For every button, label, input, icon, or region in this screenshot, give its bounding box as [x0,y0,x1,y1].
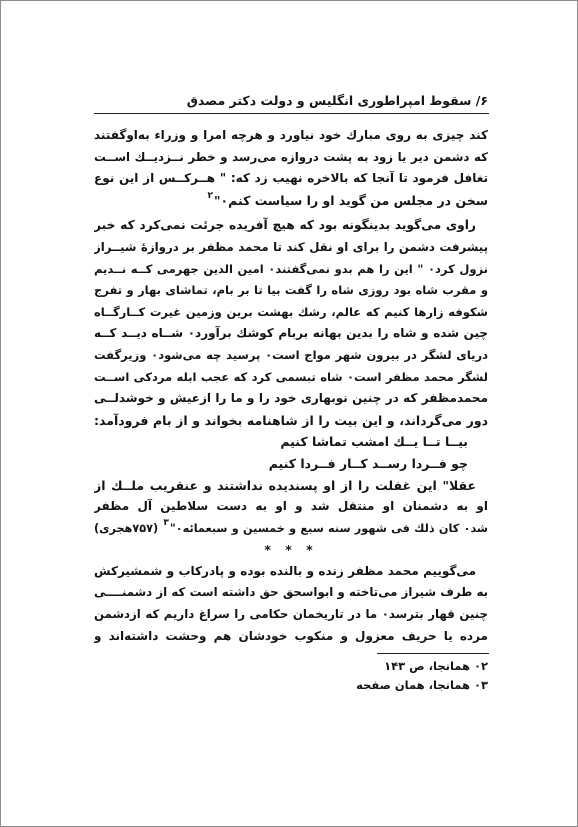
text-line [94,604,488,626]
section-separator: * * * [264,542,318,558]
line-text: سخن در مجلس من گوید او را سیاست کنم۰" [214,192,488,208]
text-line [94,367,488,389]
header-rule [94,113,489,114]
line-text: شد۰ کان ذلك فی شهور سنه سبع و خمسین و سبعمائه۰" [169,521,488,535]
line-text: چنین قهار بترسد۰ ما در تاریخمان حکامی را سراغ داریم که ازدشمن [94,607,488,622]
footnote: ۰۲ همانجا، ص ۱۴۳ [384,659,488,673]
line-text: لشگر محمد مظفر است۰ شاه تبسمی کرد که عجب ابله مردکی اســت [94,369,488,384]
text-line [94,190,488,212]
line-text: شکوفه زارها کنیم که عالم، رشك بهشت برین وزمین غیرت کــارگــاه [94,304,488,319]
verse-text: چو فــردا رســد کــار فــردا کنیم [268,455,468,471]
text-line [94,582,488,604]
body-text [94,125,488,647]
line-text: که دشمن دیر یا زود به پشت دروازه می‌رسد و خطر نــزدیــك اســت [94,149,488,164]
text-line [94,168,488,190]
line-text: دور می‌گرداند، و این بیت را از شاهنامه بخواند و از بام فرودآمد: [94,412,488,428]
footnotes [94,657,488,695]
line-text: نزول کرد۰ " این را هم بدو نمی‌گفتند۰ امین الدین جهرمی کــه نــدیم [94,261,488,276]
text-line [94,259,488,281]
line-text: کند چیزی به روی مبارك خود نیاورد و هرچه امرا و وزراء به‌اوگفتند [94,128,488,142]
verse-line [94,431,488,453]
line-text: محمدمظفر که در چنین نوبهاری خود را و ما را ازعیش و خوشدلــی [94,391,488,406]
text-line [94,302,488,324]
text-line [94,410,488,432]
line-text: او به دشمنان او منتقل شد و او به دست سلاطین آل مظفر [94,499,488,514]
text-line [94,388,488,410]
footnote-ref: ۳ [163,517,169,528]
text-line [94,496,488,518]
text-line [94,518,488,540]
verse-text: بیــا تــا یــك امشب تماشا کنیم [280,434,468,450]
verse-line [94,453,488,475]
line-text-date: (۷۵۷هجری) [94,521,163,535]
text-line [94,125,488,147]
footnote-rule [377,653,489,654]
text-line [94,323,488,345]
line-text: عقلا" این غفلت را از او پسندیده نداشتند و عنقریب ملــك از [94,477,476,493]
line-text: تغافل فرمود تا آنجا که بالاخره نهیب زد که: " هــرکــس از این نوع [94,171,488,186]
text-line [94,345,488,367]
text-line [94,626,488,648]
text-line [94,147,488,169]
line-text: می‌گوییم محمد مظفر زنده و بالنده بوده و پادرکاب و شمشیرکش [94,563,476,578]
line-text: راوی می‌گوید بدینگونه بود که هیچ آفریده جرئت نمی‌کرد که خبر [94,218,476,233]
line-text: دریای لشگر در بیرون شهر مواج است۰ پرسید چه می‌شود۰ وزیرگفت [94,347,488,362]
line-text: چین شده و شاه را بدین بهانه بربام کوشك برآورد۰ شــاه دیــد کــه [94,326,488,341]
footnote: ۰۳ همانجا، همان صفحه [356,678,488,692]
line-text: پیشرفت دشمن را برای او نقل کند تا محمد مظفر بر دروازهٔ شیــراز [94,239,488,254]
line-text: و مقرب شاه بود روزی شاه را گفت بیا تا بر بام، تماشای بهار و تفرج [94,283,488,298]
text-line [94,215,488,237]
text-line [94,475,488,497]
line-text: مرده یا حریف معزول و منکوب خودشان هم وحشت داشته‌اند و [94,628,488,643]
line-text: به طرف شیراز می‌تاخته و ابواسحق حق داشته است که از دشمنــــی [94,585,488,600]
text-line [94,561,488,583]
footnote-ref: ۲ [207,190,214,201]
text-line [94,237,488,259]
text-line [94,280,488,302]
running-header: ۶/ سقوط امپراطوری انگلیس و دولت دکتر مصدق [186,93,488,108]
